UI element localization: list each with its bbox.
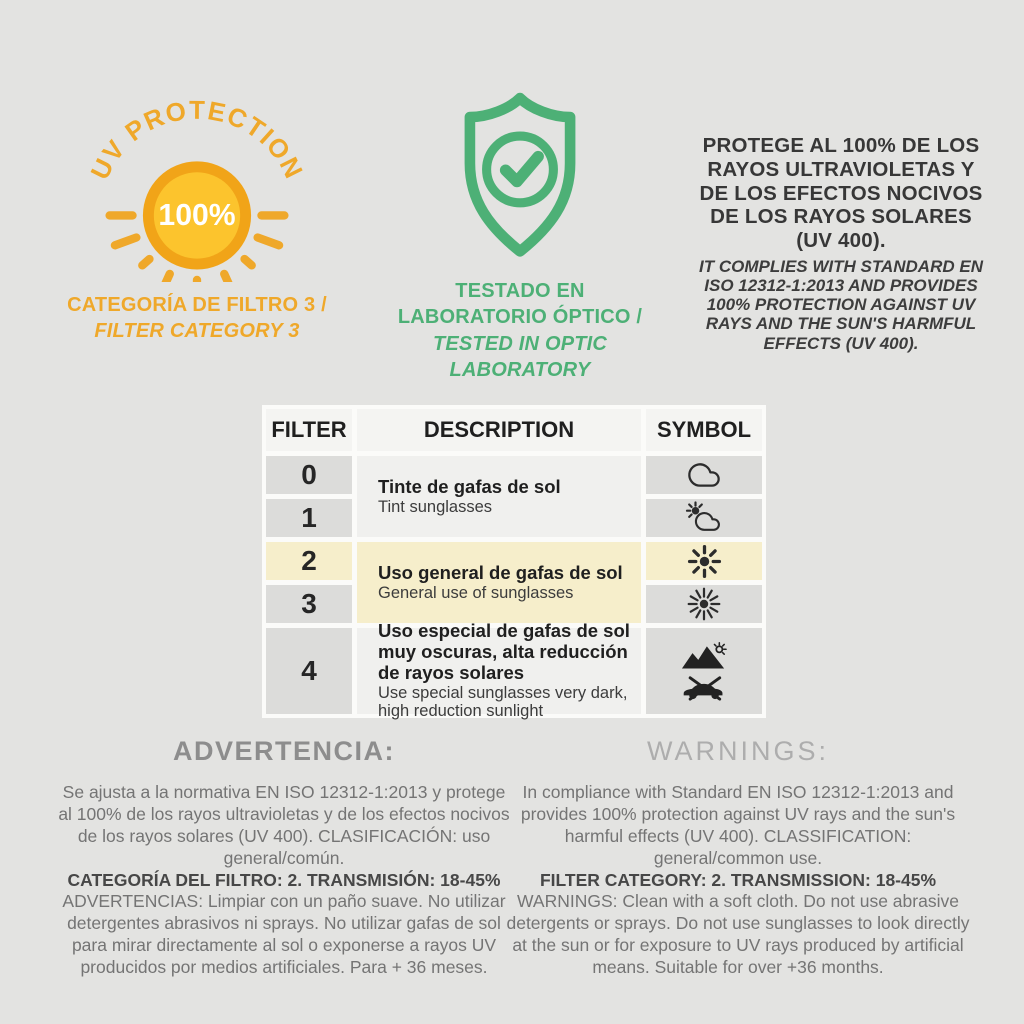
warnings-en-care: WARNINGS: Clean with a soft cloth. Do not use abrasive detergents or sprays. Do not use sunglasses to look directly at the sun or for exposure to UV rays produced by artificial means. Suitable for over +36 months.	[506, 891, 970, 977]
warnings-english	[506, 736, 970, 979]
warnings-es-compliance: Se ajusta a la normativa EN ISO 12312-1:2013 y protege al 100% de los rayos ultravioletas y de los efectos nocivos de los rayos solares (UV 400). CLASIFICACIÓN: uso general/común.	[58, 782, 510, 868]
warnings-en-filter-category: FILTER CATEGORY: 2. TRANSMISSION: 18-45%	[539, 869, 937, 890]
description-es: Uso general de gafas de sol	[378, 561, 623, 583]
description-es: Uso especial de gafas de sol muy oscuras, alta reducción de rayos solares	[378, 620, 630, 683]
filter-category-en: FILTER CATEGORY 3	[94, 320, 300, 342]
warnings-es-heading: ADVERTENCIA:	[172, 736, 395, 766]
warnings-en-heading: WARNINGS:	[647, 736, 829, 766]
sun-behind-cloud-icon	[684, 501, 724, 535]
cloud-icon	[684, 459, 724, 491]
uv-arc-label: UV PROTECTION	[84, 94, 310, 185]
mountain-sun-icon	[681, 641, 727, 671]
symbol-cell-2	[646, 542, 762, 580]
crossed-car-icon	[680, 674, 728, 702]
description-filter-4	[357, 620, 641, 721]
lab-tested-es: TESTADO EN LABORATORIO ÓPTICO /	[397, 280, 643, 329]
symbol-cell-3	[646, 585, 762, 623]
symbol-cell-1	[646, 499, 762, 537]
protection-note-en: IT COMPLIES WITH STANDARD EN ISO 12312-1:2013 AND PROVIDES 100% PROTECTION AGAINST UV RAYS AND THE SUN'S HARMFUL EFFECTS (UV 400).	[699, 256, 983, 353]
strong-sun-icon	[685, 585, 723, 623]
description-en: Use special sunglasses very dark, high reduction sunlight	[378, 683, 628, 721]
filter-category-table	[262, 405, 766, 721]
description-es: Tinte de gafas de sol	[378, 475, 561, 497]
protection-note	[692, 134, 990, 353]
lab-tested-en: TESTED IN OPTIC LABORATORY	[432, 332, 608, 382]
symbol-cell-4	[646, 628, 762, 714]
lab-tested-caption	[392, 278, 648, 384]
filter-number-0: 0	[266, 456, 352, 494]
warnings-spanish	[58, 736, 510, 979]
warnings-es-filter-category: CATEGORÍA DEL FILTRO: 2. TRANSMISIÓN: 18-45%	[67, 869, 501, 890]
filter-number-3: 3	[266, 585, 352, 623]
protection-note-es: PROTEGE AL 100% DE LOS RAYOS ULTRAVIOLETAS Y DE LOS EFECTOS NOCIVOS DE LOS RAYOS SOLARES (UV 400).	[699, 134, 983, 253]
shield-check-icon	[444, 92, 596, 262]
filter-number-2: 2	[266, 542, 352, 580]
description-filter-0-1	[357, 456, 641, 537]
uv-sun-icon	[72, 74, 322, 282]
filter-number-1: 1	[266, 499, 352, 537]
symbol-cell-0	[646, 456, 762, 494]
description-filter-2-3	[357, 542, 641, 623]
lab-tested-badge	[378, 92, 662, 384]
warnings-es-care: ADVERTENCIAS: Limpiar con un paño suave. No utilizar detergentes abrasivos ni sprays. No utilizar gafas de sol para mirar directamente al sol o exponerse a rayos UV producidos por medios artificiales. Para + 36 meses.	[62, 891, 506, 977]
column-header-symbol: SYMBOL	[646, 409, 762, 451]
warnings-en-compliance: In compliance with Standard EN ISO 12312-1:2013 and provides 100% protection against UV rays and the sun's harmful effects (UV 400). CLASSIFICATION: general/common use.	[520, 782, 956, 868]
filter-category-es: CATEGORÍA DE FILTRO 3 /	[67, 294, 327, 316]
description-en: Tint sunglasses	[378, 497, 493, 516]
description-en: General use of sunglasses	[378, 583, 574, 602]
filter-category-caption	[58, 292, 336, 344]
uv-protection-badge	[58, 74, 336, 344]
column-header-filter: FILTER	[266, 409, 352, 451]
filter-number-4: 4	[266, 628, 352, 714]
uv-percent-label: 100%	[158, 198, 236, 232]
sun-icon	[686, 543, 723, 580]
column-header-description: DESCRIPTION	[357, 409, 641, 451]
